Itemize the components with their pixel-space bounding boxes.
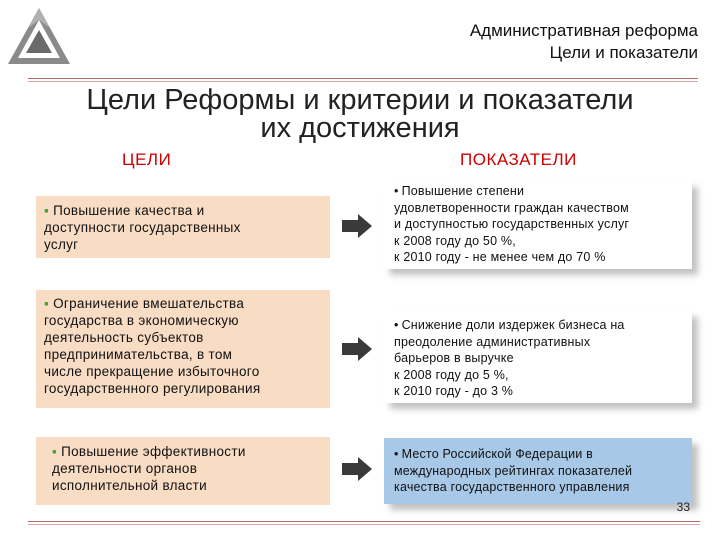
indicator-3-line-3: качества государственного управления [394, 480, 630, 494]
goal-2-line-5: числе прекращение избыточного [44, 364, 260, 379]
title-line-1: Цели Реформы и критерии и показатели [86, 84, 634, 116]
indicator-box-2 [384, 311, 692, 403]
goal-bullet: ▪ [44, 203, 50, 218]
bottom-divider [28, 521, 700, 522]
indicator-2-line-4: к 2008 году до 5 %, [394, 367, 509, 382]
arrow-right-icon [342, 457, 372, 481]
indicator-2-line-1: Снижение доли издержек бизнеса на [401, 318, 625, 332]
indicators-column-heading: ПОКАЗАТЕЛИ [460, 150, 577, 169]
header-line-1: Административная реформа [469, 21, 698, 40]
indicator-2-line-2: преодоление административных [394, 334, 591, 349]
indicator-3-line-1: Место Российской Федерации в [401, 447, 593, 461]
goals-column-heading: ЦЕЛИ [122, 150, 172, 169]
goal-1-line-2: доступности государственных [44, 220, 241, 235]
goal-1-line-1: Повышение качества и [53, 203, 205, 218]
goal-bullet: ▪ [44, 296, 50, 311]
goal-1-line-3: услуг [44, 237, 79, 252]
top-divider [28, 78, 698, 79]
page-number: 33 [676, 500, 690, 514]
indicator-bullet: • [394, 318, 399, 332]
indicator-1-line-5: к 2010 году - не менее чем до 70 % [394, 250, 606, 264]
slide-title [40, 86, 680, 142]
header-line-2: Цели и показатели [549, 43, 698, 62]
goal-3-line-2: деятельности органов [52, 461, 198, 476]
indicator-1-line-3: и доступностью государственных услуг [394, 217, 630, 231]
indicator-box-1 [384, 181, 692, 269]
indicator-box-3 [384, 438, 692, 504]
arrow-right-icon [342, 214, 372, 238]
goal-2-line-3: деятельность субъектов [44, 330, 204, 345]
goal-box-1 [36, 196, 330, 258]
indicator-bullet: • [394, 184, 399, 198]
goal-3-line-1: Повышение эффективности [61, 444, 246, 459]
indicator-3-line-2: международных рейтингах показателей [394, 463, 633, 478]
indicator-bullet: • [394, 447, 399, 461]
top-divider-secondary [28, 81, 698, 82]
logo-icon [6, 6, 72, 68]
indicator-1-line-1: Повышение степени [401, 184, 525, 198]
indicator-2-line-5: к 2010 году - до 3 % [394, 384, 514, 398]
indicator-2-line-3: барьеров в выручке [394, 351, 514, 365]
arrow-right-icon [342, 337, 372, 361]
goal-2-line-2: государства в экономическую [44, 313, 239, 328]
goal-2-line-6: государственного регулирования [44, 381, 261, 396]
goal-2-line-1: Ограничение вмешательства [53, 296, 245, 311]
goal-bullet: ▪ [52, 444, 58, 459]
goal-box-3 [36, 437, 330, 505]
title-line-2: их достижения [260, 112, 460, 144]
goal-3-line-3: исполнительной власти [52, 478, 207, 493]
slide-header [470, 20, 698, 64]
bottom-divider-secondary [28, 524, 700, 525]
indicator-1-line-2: удовлетворенности граждан качеством [394, 200, 629, 215]
indicator-1-line-4: к 2008 году до 50 %, [394, 233, 516, 248]
goal-2-line-4: предпринимательства, в том [44, 347, 233, 362]
goal-box-2 [36, 290, 330, 408]
